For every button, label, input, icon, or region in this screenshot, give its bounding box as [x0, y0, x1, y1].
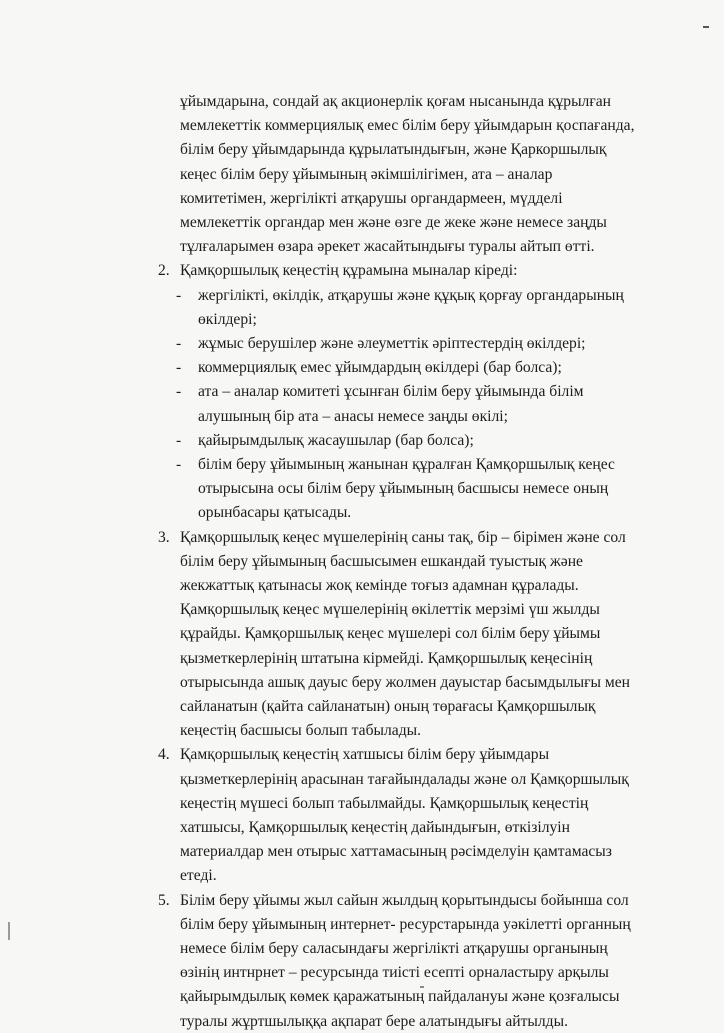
- paragraph-line: білім беру ұйымдарында құрылатындығын, және Қаркоршылық: [180, 141, 607, 159]
- list-item-line: Қамқоршылық кеңес мүшелерінің саны тақ, бір – бірімен және сол: [180, 528, 626, 546]
- scan-speck: [703, 26, 709, 28]
- list-item-line: құрайды. Қамқоршылық кеңес мүшелері сол білім беру ұйымы: [180, 625, 601, 643]
- list-item-line: отырысында ашық дауыс беру жолмен дауыстар басымдылығы мен: [180, 673, 630, 691]
- list-item-line: Білім беру ұйымы жыл сайын жылдың қорытындысы бойынша сол: [180, 891, 629, 909]
- bullet-line: өкілдері;: [198, 310, 257, 328]
- paragraph-line: ұйымдарына, сондай ақ акционерлік қоғам нысанында құрылған: [180, 93, 611, 110]
- bullet-line: отырысына осы білім беру ұйымының басшысы немесе оның: [198, 480, 609, 498]
- list-number: 5.: [158, 891, 170, 909]
- list-item-line: материалдар мен отырыс хаттамасының рәсімделуін қамтамасыз: [180, 843, 612, 861]
- bullet-line: орынбасары қатысады.: [198, 504, 352, 522]
- bullet-line: білім беру ұйымының жанынан құралған Қамқоршылық кеңес: [198, 456, 615, 473]
- list-item-line: жекжаттық қатынасы жоқ кемінде тоғыз адамнан құралады.: [180, 577, 579, 594]
- bullet-line: қайырымдылық жасаушылар (бар болса);: [198, 431, 474, 449]
- list-item-line: Қамқоршылық кеңестің құрамына мыналар кіреді:: [180, 262, 518, 280]
- paragraph-line: кеңес білім беру ұйымының әкімшілігімен, ата – аналар: [180, 165, 553, 183]
- list-item-line: қайырымдылық көмек қаражатының пайдалануы және қозғалысы: [180, 988, 620, 1006]
- list-item-line: білім беру ұйымының интернет- ресурстарында уәкілетті органның: [180, 915, 631, 933]
- bullet-line: жергілікті, өкілдік, атқарушы және құқық қорғау органдарының: [198, 286, 624, 304]
- list-item-line: етеді.: [180, 867, 217, 885]
- paragraph-line: мемлекеттік коммерциялық емес білім беру ұйымдарын қоспағанда,: [180, 117, 635, 135]
- bullet-line: ата – аналар комитеті ұсынған білім беру ұйымында білім: [198, 383, 584, 401]
- bullet-dash: -: [176, 383, 182, 401]
- list-item-line: кеңестің басшысы болып табылады.: [180, 722, 422, 740]
- bullet-dash: -: [176, 456, 182, 473]
- bullet-dash: -: [176, 431, 182, 449]
- list-item-line: кеңестің мүшесі болып табылмайды. Қамқоршылық кеңестің: [180, 794, 589, 812]
- list-item-line: қызметкерлерінің арасынан тағайындалады және ол Қамқоршылық: [180, 770, 629, 788]
- list-item-line: өзінің интнрнет – ресурсында тиісті есепті орналастыру арқылы: [180, 964, 609, 982]
- list-item-line: немесе білім беру саласындағы жергілікті атқарушы органының: [180, 940, 608, 957]
- list-number: 4.: [158, 746, 170, 764]
- bullet-line: коммерциялық емес ұйымдардың өкілдері (бар болса);: [198, 359, 562, 377]
- paragraph-line: мемлекеттік органдар мен және өзге де жеке және немесе заңды: [180, 214, 607, 231]
- paragraph-line: комитетімен, жергілікті атқарушы органдармеен, мүдделі: [180, 189, 563, 207]
- list-number: 3.: [158, 528, 170, 546]
- bullet-dash: -: [176, 359, 182, 377]
- list-item-line: туралы жұртшылыққа ақпарат бере алатындығы айтылды.: [180, 1012, 568, 1030]
- list-item-line: Қамқоршылық кеңес мүшелерінің өкілеттік мерзімі үш жылды: [180, 601, 600, 619]
- list-item-line: хатшысы, Қамқоршылық кеңестің дайындығын, өткізілуін: [180, 819, 570, 836]
- list-item-line: білім беру ұйымының басшысымен ешкандай туыстық және: [180, 552, 583, 570]
- scan-mark: [8, 922, 10, 940]
- list-number: 2.: [158, 262, 170, 280]
- bullet-dash: -: [176, 335, 182, 352]
- bullet-line: алушының бір ата – анасы немесе заңды өкілі;: [198, 407, 508, 425]
- bullet-line: жұмыс берушілер және әлеуметтік әріптестердің өкілдері;: [198, 335, 586, 352]
- list-item-line: Қамқоршылық кеңестің хатшысы білім беру ұйымдары: [180, 746, 550, 764]
- bullet-dash: -: [176, 286, 182, 304]
- list-item-line: қызметкерлерінің штатына кірмейді. Қамқоршылық кеңесінің: [180, 649, 593, 667]
- list-item-line: сайланатын (қайта сайланатын) оның төрағасы Қамқоршылық: [180, 698, 596, 715]
- paragraph-line: тұлғаларымен өзара әрекет жасайтындығы туралы айтып өтті.: [180, 238, 595, 256]
